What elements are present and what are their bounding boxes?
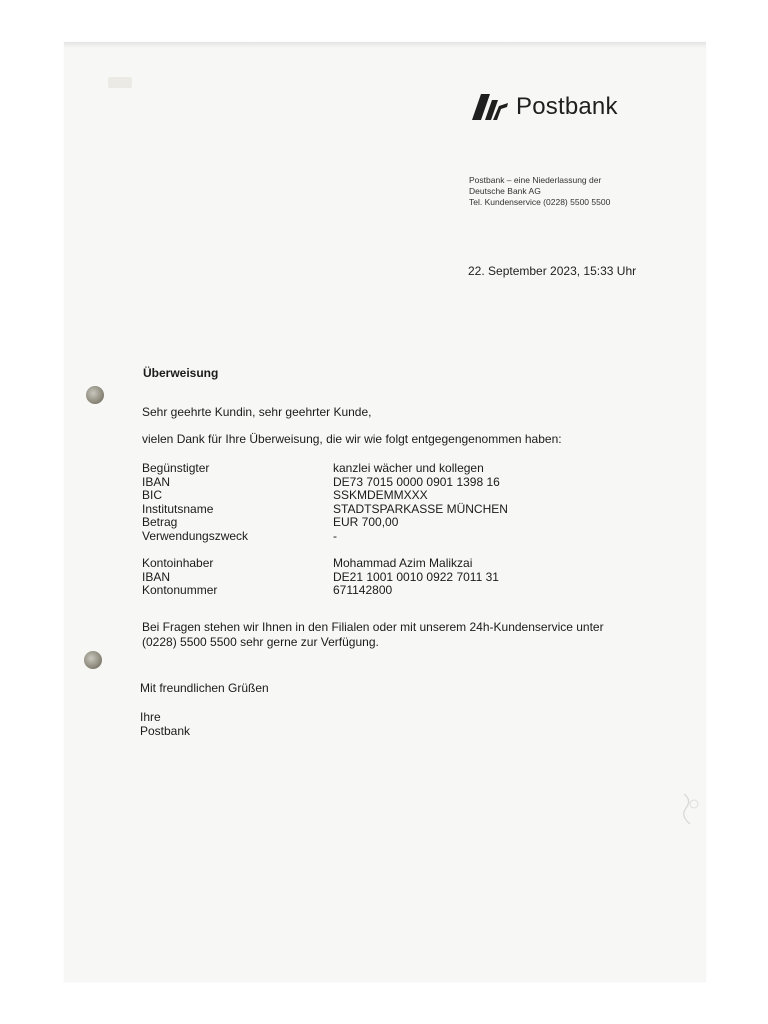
detail-row-bic bbox=[142, 489, 508, 503]
contact-text bbox=[142, 620, 604, 650]
postbank-logo bbox=[472, 92, 618, 122]
beneficiary-value: kanzlei wächer und kollegen bbox=[333, 461, 484, 475]
detail-row-amount bbox=[142, 516, 508, 530]
account-iban-value: DE21 1001 0010 0922 7011 31 bbox=[333, 569, 499, 584]
sender-address bbox=[469, 175, 610, 208]
punch-hole-bottom bbox=[84, 651, 102, 669]
account-number-value: 671142800 bbox=[333, 583, 393, 597]
holder-label: Kontoinhaber bbox=[142, 556, 214, 570]
detail-row-account-iban bbox=[142, 571, 508, 585]
account-number-label: Kontonummer bbox=[142, 583, 218, 597]
amount-value: EUR 700,00 bbox=[333, 515, 399, 529]
detail-row-holder bbox=[142, 557, 508, 571]
letter-date: 22. September 2023, 15:33 Uhr bbox=[468, 264, 637, 278]
sender-line: Deutsche Bank AG bbox=[469, 186, 541, 196]
institution-value: STADTSPARKASSE MÜNCHEN bbox=[333, 501, 508, 516]
punch-hole-top bbox=[86, 386, 104, 404]
faint-stamp-mark bbox=[678, 790, 702, 830]
paper-smudge bbox=[108, 77, 132, 88]
purpose-label: Verwendungszweck bbox=[142, 528, 249, 543]
letter-subject: Überweisung bbox=[143, 366, 219, 380]
contact-line: Bei Fragen stehen wir Ihnen in den Filialen oder mit unserem 24h-Kundenservice unter bbox=[142, 620, 604, 634]
signature bbox=[140, 710, 190, 738]
holder-value: Mohammad Azim Malikzai bbox=[333, 556, 473, 570]
postbank-logo-icon bbox=[472, 92, 510, 122]
postbank-logo-text: Postbank bbox=[516, 93, 618, 120]
intro-text: vielen Dank für Ihre Überweisung, die wir wie folgt entgegengenommen haben: bbox=[142, 432, 562, 446]
iban-label: IBAN bbox=[142, 474, 171, 489]
sender-line: Tel. Kundenservice (0228) 5500 5500 bbox=[469, 197, 611, 207]
detail-row-account-number bbox=[142, 584, 508, 598]
amount-label: Betrag bbox=[142, 515, 178, 529]
signature-line: Postbank bbox=[140, 724, 191, 738]
purpose-value: - bbox=[333, 528, 337, 543]
account-iban-label: IBAN bbox=[142, 569, 171, 584]
contact-line: (0228) 5500 5500 sehr gerne zur Verfügung. bbox=[142, 635, 379, 649]
iban-value: DE73 7015 0000 0901 1398 16 bbox=[333, 474, 500, 489]
detail-row-iban bbox=[142, 476, 508, 490]
institution-label: Institutsname bbox=[142, 501, 214, 516]
detail-row-institution bbox=[142, 503, 508, 517]
sender-line: Postbank – eine Niederlassung der bbox=[469, 175, 602, 185]
bic-label: BIC bbox=[142, 488, 163, 502]
page-top-shadow bbox=[64, 42, 706, 48]
detail-row-beneficiary bbox=[142, 462, 508, 476]
detail-row-purpose bbox=[142, 530, 508, 544]
beneficiary-label: Begünstigter bbox=[142, 461, 210, 475]
bic-value: SSKMDEMMXXX bbox=[333, 488, 428, 502]
signature-line: Ihre bbox=[140, 710, 161, 724]
greeting: Sehr geehrte Kundin, sehr geehrter Kunde, bbox=[142, 405, 372, 419]
closing: Mit freundlichen Grüßen bbox=[140, 681, 269, 695]
spacer bbox=[142, 543, 508, 557]
transfer-details bbox=[142, 462, 508, 598]
